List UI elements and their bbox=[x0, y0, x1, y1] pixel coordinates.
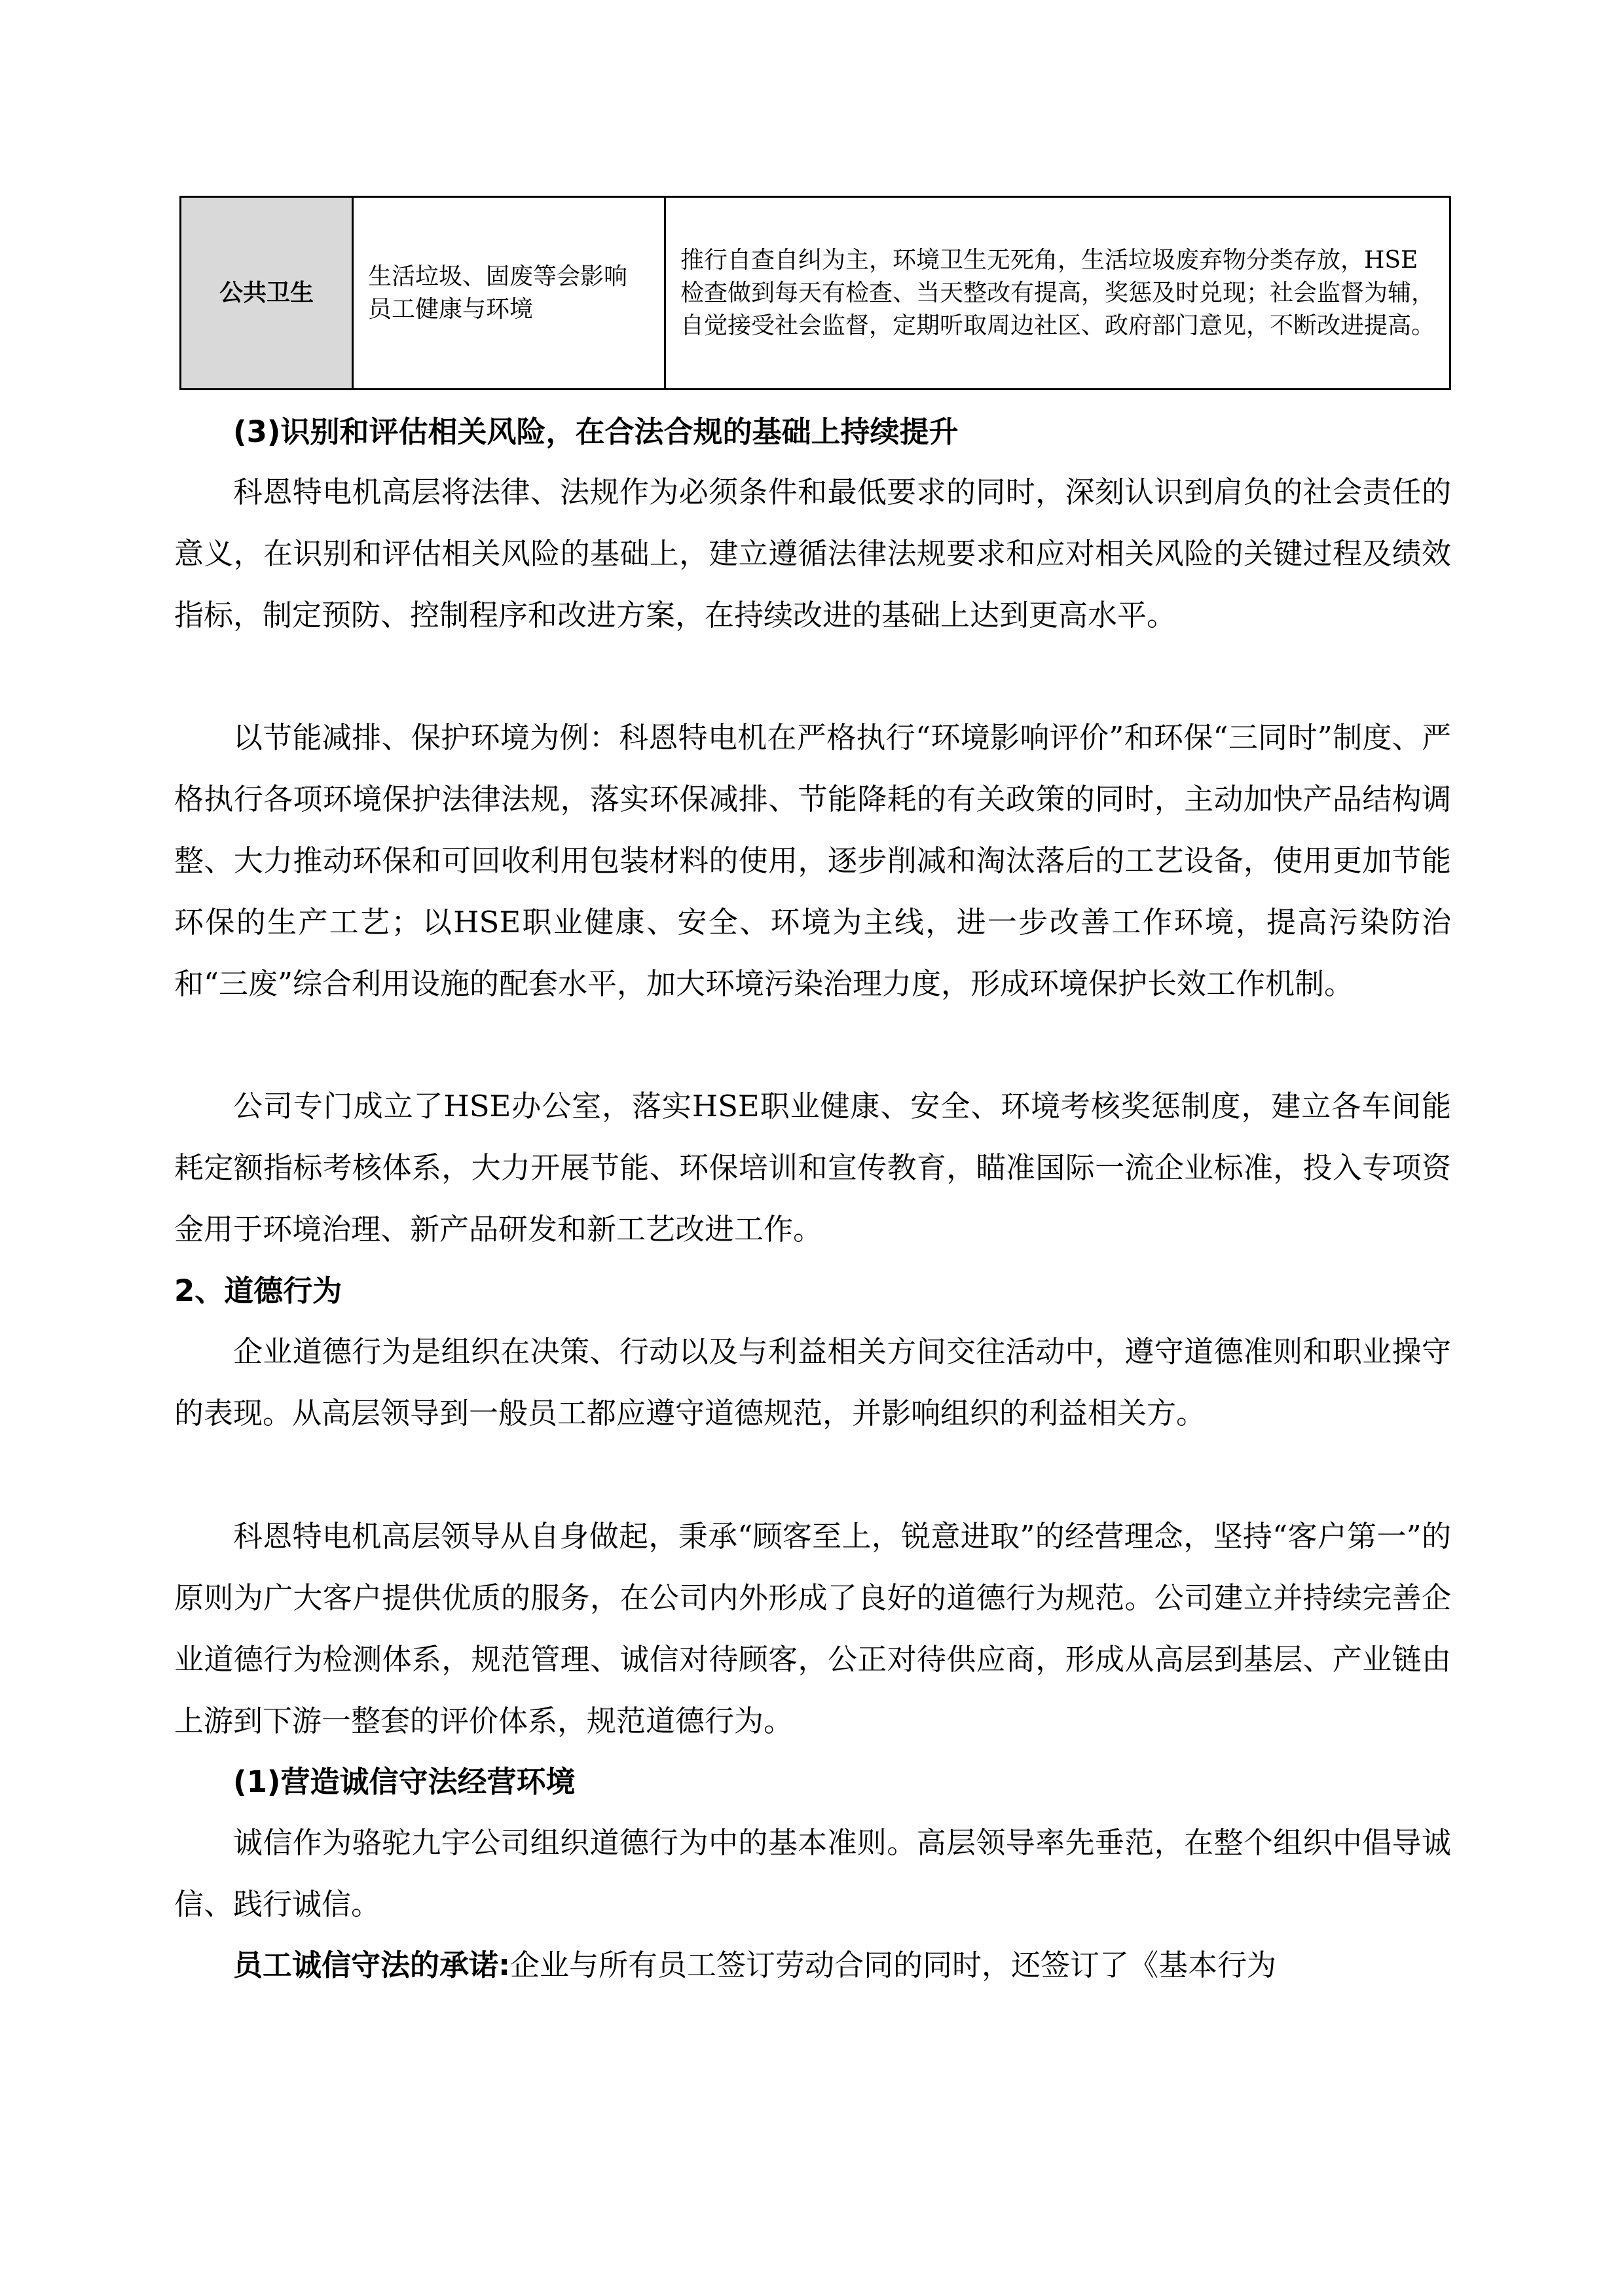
paragraph-energy-saving: 以节能减排、保护环境为例：科恩特电机在严格执行“环境影响评价”和环保“三同时”制度、严格执行各项环境保护法律法规，落实环保减排、节能降耗的有关政策的同时，主动加快产品结构调整、大力推动环保和可回收利用包装材料的使用，逐步削减和淘汰落后的工艺设备，使用更加节能环保的生产工艺；以HSE职业健康、安全、环境为主线，进一步改善工作环境，提高污染防治和“三废”综合利用设施的配套水平，加大环境污染治理力度，形成环境保护长效工作机制。 bbox=[174, 720, 1451, 1001]
paragraph-hse-office: 公司专门成立了HSE办公室，落实HSE职业健康、安全、环境考核奖惩制度，建立各车间能耗定额指标考核体系，大力开展节能、环保培训和宣传教育，瞄准国际一流企业标准，投入专项资金用于环境治理、新产品研发和新工艺改进工作。 bbox=[174, 1089, 1451, 1247]
paragraph-ethics-definition: 企业道德行为是组织在决策、行动以及与利益相关方间交往活动中，遵守道德准则和职业操守的表现。从高层领导到一般员工都应遵守道德规范，并影响组织的利益相关方。 bbox=[174, 1334, 1451, 1430]
table-cell-risk: 生活垃圾、固废等会影响员工健康与环境 bbox=[353, 197, 665, 390]
section-heading-1: (1)营造诚信守法经营环境 bbox=[233, 1764, 576, 1799]
paragraph-employee-commitment bbox=[174, 1935, 1451, 1996]
commitment-label: 员工诚信守法的承诺: bbox=[233, 1948, 510, 1982]
risk-table bbox=[179, 196, 1451, 390]
section-heading-3: (3)识别和评估相关风险，在合法合规的基础上持续提升 bbox=[233, 414, 959, 449]
table-cell-category: 公共卫生 bbox=[181, 197, 353, 390]
commitment-text: 企业与所有员工签订劳动合同的同时，还签订了《基本行为 bbox=[510, 1948, 1277, 1982]
paragraph-leadership-ethics: 科恩特电机高层领导从自身做起，秉承“顾客至上，锐意进取”的经营理念，坚持“客户第一”的原则为广大客户提供优质的服务，在公司内外形成了良好的道德行为规范。公司建立并持续完善企业道德行为检测体系，规范管理、诚信对待顾客，公正对待供应商，形成从高层到基层、产业链由上游到下游一整套的评价体系，规范道德行为。 bbox=[174, 1519, 1451, 1738]
table-cell-measure: 推行自查自纠为主，环境卫生无死角，生活垃圾废弃物分类存放，HSE检查做到每天有检查、当天整改有提高，奖惩及时兑现；社会监督为辅，自觉接受社会监督，定期听取周边社区、政府部门意见，不断改进提高。 bbox=[665, 197, 1450, 390]
section-heading-2: 2、道德行为 bbox=[174, 1273, 342, 1308]
paragraph-legal-risk: 科恩特电机高层将法律、法规作为必须条件和最低要求的同时，深刻认识到肩负的社会责任的意义，在识别和评估相关风险的基础上，建立遵循法律法规要求和应对相关风险的关键过程及绩效指标，制定预防、控制程序和改进方案，在持续改进的基础上达到更高水平。 bbox=[174, 475, 1451, 632]
paragraph-integrity: 诚信作为骆驼九宇公司组织道德行为中的基本准则。高层领导率先垂范，在整个组织中倡导诚信、践行诚信。 bbox=[174, 1825, 1451, 1922]
table-row bbox=[181, 197, 1450, 390]
